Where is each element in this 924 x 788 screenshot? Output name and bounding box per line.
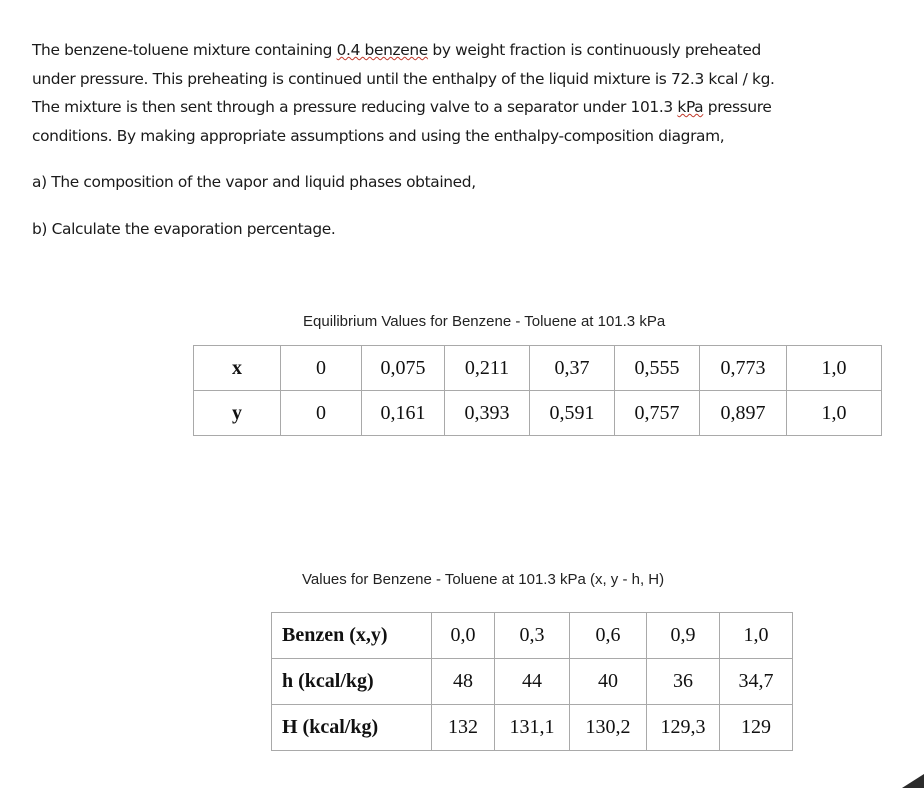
table-cell: 48	[432, 659, 495, 705]
table-cell: 129	[720, 705, 793, 751]
enthalpy-table-caption: Values for Benzene - Toluene at 101.3 kPa (x, y - h, H)	[302, 571, 665, 588]
table-cell: 0,075	[362, 346, 445, 391]
table-cell: 130,2	[570, 705, 647, 751]
row-label-composition: Benzen (x,y)	[272, 613, 432, 659]
table-cell: 0,757	[615, 391, 700, 436]
table-cell: 0,897	[700, 391, 787, 436]
table-row	[194, 346, 882, 391]
table-cell: 131,1	[495, 705, 570, 751]
table-cell: 44	[495, 659, 570, 705]
table-cell: 0,591	[530, 391, 615, 436]
table-cell: 0,555	[615, 346, 700, 391]
equilibrium-table	[193, 345, 882, 436]
problem-line-3: The mixture is then sent through a pressure reducing valve to a separator under 101.3 kPa pressure	[32, 98, 772, 116]
question-a: a) The composition of the vapor and liquid phases obtained,	[32, 173, 476, 191]
table-cell: 1,0	[720, 613, 793, 659]
table-cell: 132	[432, 705, 495, 751]
table-cell: 0,3	[495, 613, 570, 659]
page-corner-icon	[902, 774, 924, 788]
table-cell: 1,0	[787, 391, 882, 436]
table-cell: 34,7	[720, 659, 793, 705]
table-row	[272, 705, 793, 751]
table-cell: 0,161	[362, 391, 445, 436]
problem-line-4: conditions. By making appropriate assumptions and using the enthalpy-composition diagram,	[32, 126, 725, 145]
table-cell: 1,0	[787, 346, 882, 391]
table-cell: 0,393	[445, 391, 530, 436]
table-row	[272, 659, 793, 705]
row-label-y: y	[194, 391, 281, 436]
row-label-vapor-enthalpy: H (kcal/kg)	[272, 705, 432, 751]
spellcheck-highlight: 0.4 benzene	[336, 41, 428, 59]
table-cell: 0,9	[647, 613, 720, 659]
row-label-liquid-enthalpy: h (kcal/kg)	[272, 659, 432, 705]
table-cell: 0,37	[530, 346, 615, 391]
equilibrium-table-caption: Equilibrium Values for Benzene - Toluene at 101.3 kPa	[303, 313, 666, 330]
enthalpy-table	[271, 612, 793, 751]
problem-statement	[32, 36, 892, 243]
table-cell: 40	[570, 659, 647, 705]
table-cell: 0	[281, 346, 362, 391]
table-cell: 0,211	[445, 346, 530, 391]
table-cell: 0,6	[570, 613, 647, 659]
spellcheck-highlight: kPa	[677, 98, 704, 116]
table-row	[194, 391, 882, 436]
table-cell: 0	[281, 391, 362, 436]
table-cell: 0,773	[700, 346, 787, 391]
table-cell: 0,0	[432, 613, 495, 659]
table-cell: 129,3	[647, 705, 720, 751]
table-cell: 36	[647, 659, 720, 705]
row-label-x: x	[194, 346, 281, 391]
table-row	[272, 613, 793, 659]
question-b: b) Calculate the evaporation percentage.	[32, 219, 336, 238]
problem-line-2: under pressure. This preheating is continued until the enthalpy of the liquid mixture is 72.3 kcal / kg.	[32, 69, 775, 88]
problem-line-1: The benzene-toluene mixture containing 0.4 benzene by weight fraction is continuously preheated	[32, 41, 761, 59]
